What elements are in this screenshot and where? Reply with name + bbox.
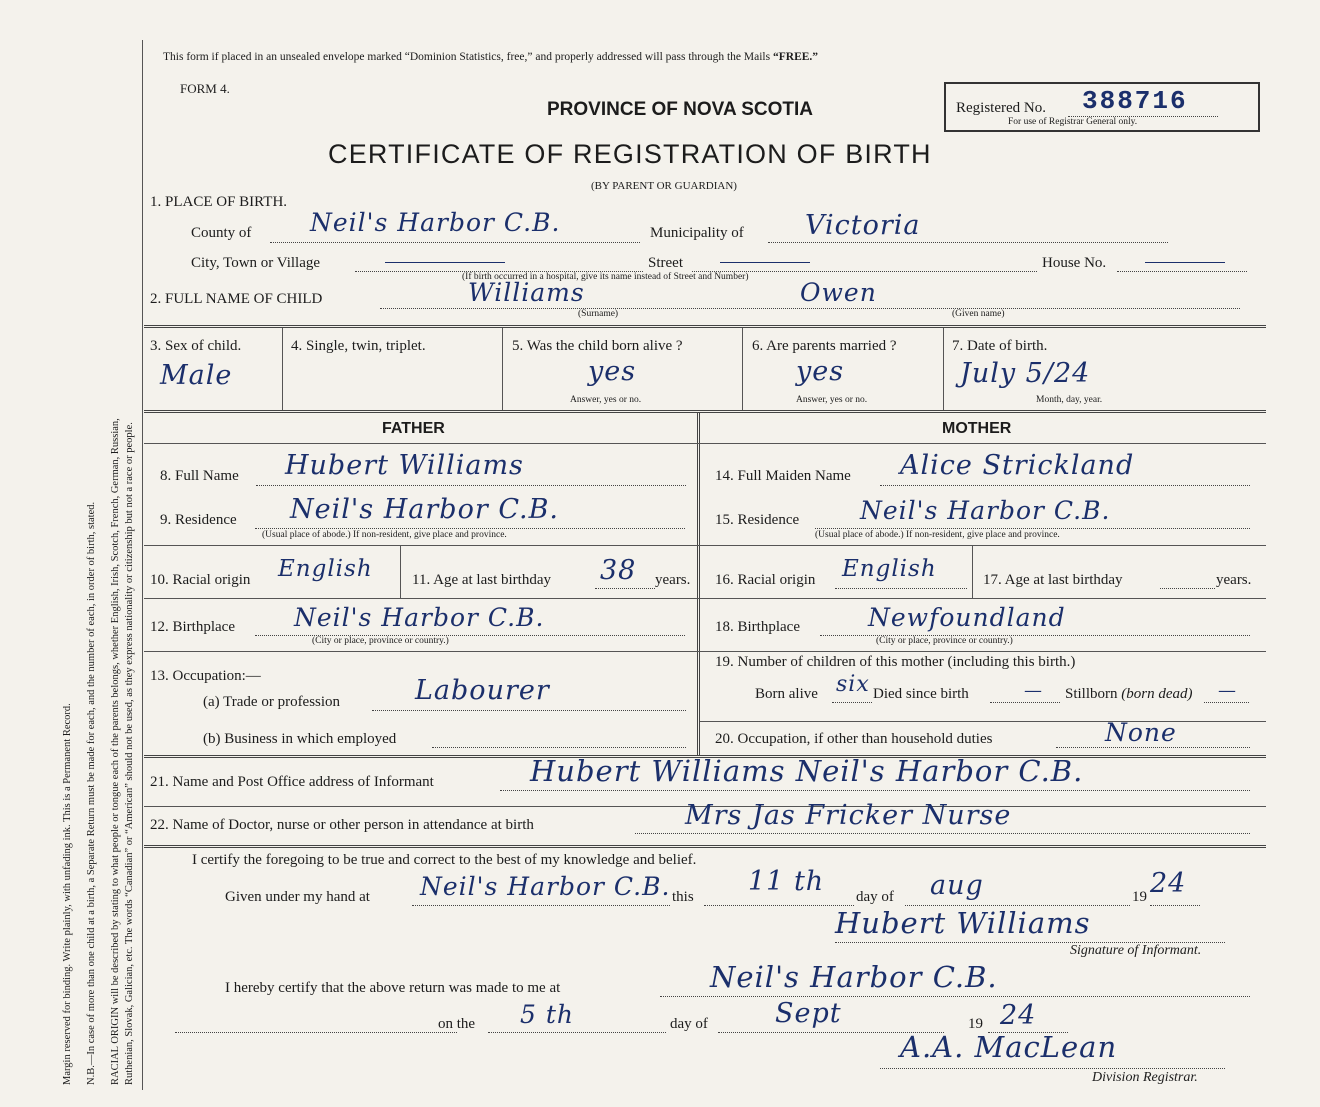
mail-notice: This form if placed in an unsealed envelope marked “Dominion Statistics, free,” and properly addressed will pass through the Mails “FREE.” — [163, 51, 819, 63]
father-occupation-label: 13. Occupation:— — [150, 668, 261, 684]
date-of-birth-label: 7. Date of birth. — [952, 338, 1048, 354]
given-place-value: Neil's Harbor C.B. — [420, 872, 671, 901]
registrar-month-value: Sept — [775, 998, 842, 1029]
registrar-place-value: Neil's Harbor C.B. — [710, 960, 998, 994]
mother-name-value: Alice Strickland — [900, 450, 1135, 481]
father-age-value: 38 — [600, 555, 637, 586]
mother-children-label: 19. Number of children of this mother (including this birth.) — [715, 654, 1076, 670]
child-surname-value: Williams — [468, 278, 585, 307]
informant-signature-label: Signature of Informant. — [1070, 943, 1202, 958]
province-heading: PROVINCE OF NOVA SCOTIA — [547, 99, 814, 120]
father-name-value: Hubert Williams — [285, 450, 524, 481]
father-race-label: 10. Racial origin — [150, 572, 251, 588]
mother-age-years: years. — [1216, 572, 1252, 588]
mother-residence-value: Neil's Harbor C.B. — [860, 496, 1111, 525]
registrar-signature: A.A. MacLean — [900, 1030, 1118, 1064]
given-name-caption: (Given name) — [952, 309, 1005, 319]
margin-note-binding: Margin reserved for binding. Write plainly, with unfading ink. This is a Permanent Record. — [62, 703, 73, 1085]
mother-abode-caption: (Usual place of abode.) If non-resident, give place and province. — [815, 530, 1060, 540]
informant-label: 21. Name and Post Office address of Informant — [150, 774, 434, 790]
date-of-birth-value: July 5/24 — [960, 358, 1091, 389]
father-birthplace-value: Neil's Harbor C.B. — [294, 603, 545, 632]
registered-note: For use of Registrar General only. — [1008, 117, 1138, 127]
registered-number: 388716 — [1082, 86, 1188, 116]
on-the-label: on the — [438, 1016, 476, 1032]
father-race-value: English — [278, 556, 373, 582]
stillborn-value: — — [1218, 680, 1237, 701]
date-of-birth-caption: Month, day, year. — [1036, 395, 1103, 405]
place-of-birth-label: 1. PLACE OF BIRTH. — [150, 194, 288, 210]
city-label: City, Town or Village — [191, 255, 321, 271]
given-year-prefix: 19 — [1132, 889, 1147, 905]
municipality-label: Municipality of — [650, 225, 744, 241]
sex-label: 3. Sex of child. — [150, 338, 242, 354]
form-number: FORM 4. — [180, 81, 230, 96]
hospital-note: (If birth occurred in a hospital, give its name instead of Street and Number) — [462, 272, 749, 282]
margin-note-racial-origin-2: Ruthenian, Slovak, Galician, etc. The words “Canadian” or “American” should not be used, as they express nationality or citizenship but not a race or people. — [124, 422, 135, 1085]
born-alive-count-label: Born alive — [755, 686, 818, 702]
given-month-value: aug — [930, 870, 984, 901]
father-heading: FATHER — [382, 420, 445, 437]
informant-value: Hubert Williams Neil's Harbor C.B. — [530, 754, 1084, 788]
margin-border — [142, 40, 143, 1090]
mother-race-label: 16. Racial origin — [715, 572, 816, 588]
sex-value: Male — [160, 360, 233, 391]
street-label: Street — [648, 255, 683, 271]
mother-occupation-value: None — [1105, 718, 1177, 747]
mother-birthplace-label: 18. Birthplace — [715, 619, 800, 635]
father-age-label: 11. Age at last birthday — [412, 572, 551, 588]
child-name-label: 2. FULL NAME OF CHILD — [150, 291, 323, 307]
father-age-years: years. — [655, 572, 691, 588]
given-day-value: 11 th — [748, 866, 825, 897]
married-label: 6. Are parents married ? — [752, 338, 897, 354]
died-since-birth-value: — — [1024, 680, 1043, 701]
certificate-subtitle: (BY PARENT OR GUARDIAN) — [591, 180, 737, 192]
certify-statement: I certify the foregoing to be true and correct to the best of my knowledge and belief. — [192, 852, 697, 868]
plurality-label: 4. Single, twin, triplet. — [291, 338, 426, 354]
father-residence-label: 9. Residence — [160, 512, 237, 528]
died-since-birth-label: Died since birth — [873, 686, 969, 702]
mother-birthplace-caption: (City or place, province or country.) — [876, 636, 1013, 646]
mother-race-value: English — [842, 556, 937, 582]
stillborn-label: Stillborn (born dead) — [1065, 686, 1193, 702]
mother-heading: MOTHER — [942, 420, 1012, 437]
father-business-label: (b) Business in which employed — [203, 731, 397, 747]
born-alive-count-value: six — [836, 672, 870, 697]
given-year-value: 24 — [1150, 868, 1187, 899]
registrar-year-prefix: 19 — [968, 1016, 983, 1032]
registrar-day-of-label: day of — [670, 1016, 708, 1032]
attendant-value: Mrs Jas Fricker Nurse — [685, 800, 1012, 831]
division-registrar-label: Division Registrar. — [1092, 1070, 1198, 1085]
registrar-statement: I hereby certify that the above return was made to me at — [225, 980, 561, 996]
this-label: this — [672, 889, 694, 905]
certificate-title: CERTIFICATE OF REGISTRATION OF BIRTH — [328, 139, 932, 169]
father-abode-caption: (Usual place of abode.) If non-resident, give place and province. — [262, 530, 507, 540]
attendant-label: 22. Name of Doctor, nurse or other person in attendance at birth — [150, 817, 534, 833]
married-caption: Answer, yes or no. — [796, 395, 868, 405]
county-label: County of — [191, 225, 252, 241]
father-birthplace-label: 12. Birthplace — [150, 619, 235, 635]
mother-occupation-label: 20. Occupation, if other than household duties — [715, 731, 993, 747]
county-value: Neil's Harbor C.B. — [310, 208, 561, 237]
margin-note-multiple-births: N.B.—In case of more than one child at a birth, a Separate Return must be made for each, and the number of each, in order of birth, stated. — [86, 501, 97, 1085]
mother-age-label: 17. Age at last birthday — [983, 572, 1123, 588]
registrar-day-value: 5 th — [520, 1000, 574, 1029]
day-of-label: day of — [856, 889, 894, 905]
registered-label: Registered No. — [956, 100, 1046, 116]
house-number-label: House No. — [1042, 255, 1107, 271]
father-residence-value: Neil's Harbor C.B. — [290, 494, 560, 525]
born-alive-label: 5. Was the child born alive ? — [512, 338, 683, 354]
informant-signature: Hubert Williams — [835, 906, 1091, 940]
given-under-hand-label: Given under my hand at — [225, 889, 370, 905]
father-birthplace-caption: (City or place, province or country.) — [312, 636, 449, 646]
father-name-label: 8. Full Name — [160, 468, 239, 484]
mother-birthplace-value: Newfoundland — [868, 603, 1066, 632]
born-alive-value: yes — [588, 356, 637, 387]
married-value: yes — [796, 356, 845, 387]
surname-caption: (Surname) — [578, 309, 619, 319]
mother-residence-label: 15. Residence — [715, 512, 800, 528]
municipality-value: Victoria — [805, 210, 921, 241]
mother-name-label: 14. Full Maiden Name — [715, 468, 851, 484]
born-alive-caption: Answer, yes or no. — [570, 395, 642, 405]
registrar-year-value: 24 — [1000, 1000, 1037, 1031]
child-given-value: Owen — [800, 278, 877, 307]
father-trade-value: Labourer — [415, 675, 550, 706]
registered-box — [944, 82, 1260, 132]
father-trade-label: (a) Trade or profession — [203, 694, 341, 710]
margin-note-racial-origin-1: RACIAL ORIGIN will be described by stating to what people or tongue each of the parents belongs, whether English, Irish, Scotch, French, German, Russian, — [110, 418, 121, 1085]
